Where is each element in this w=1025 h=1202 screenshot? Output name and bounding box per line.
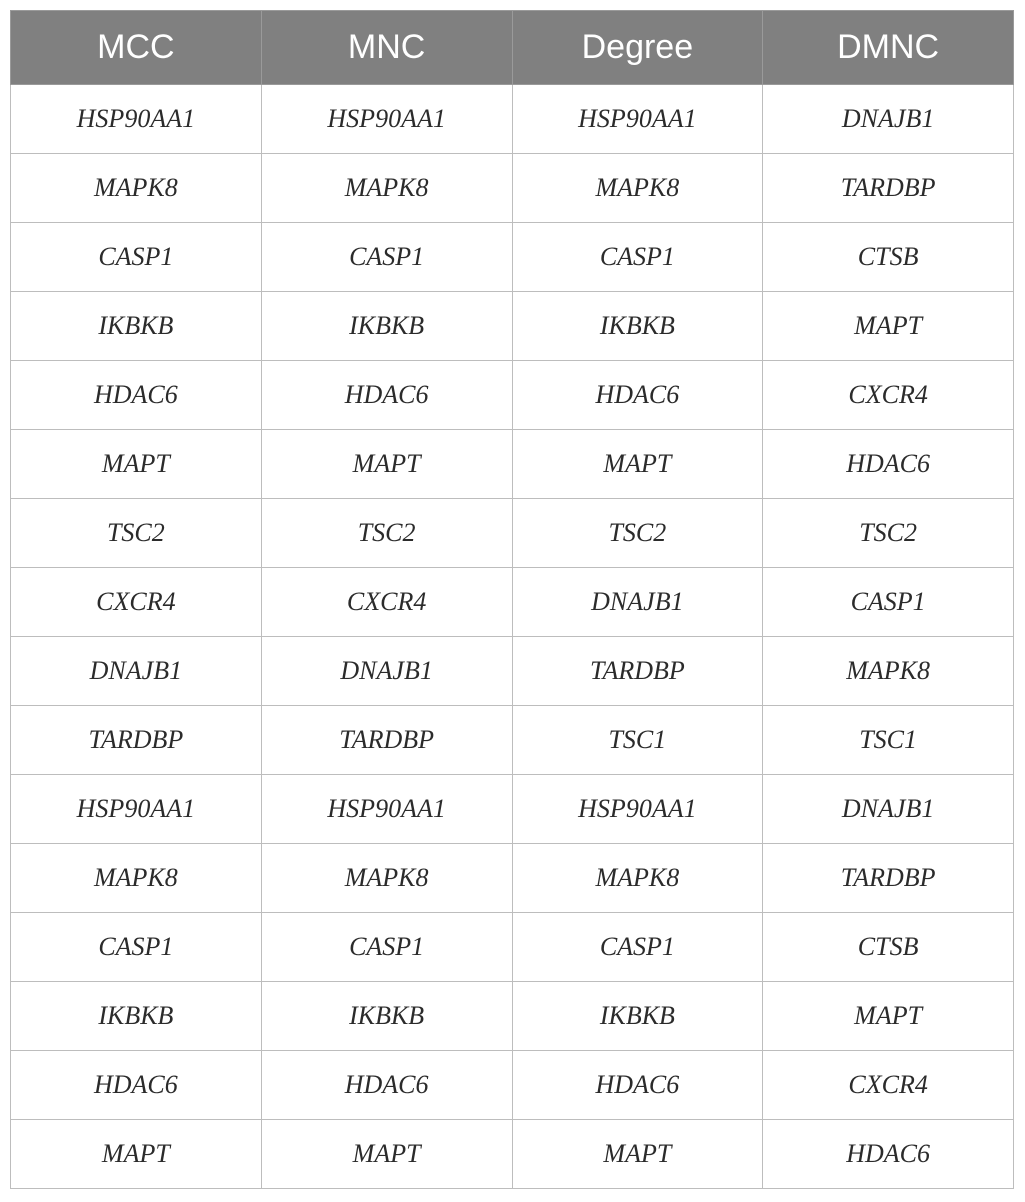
cell-mcc: MAPK8: [11, 844, 262, 913]
cell-degree: MAPK8: [512, 154, 763, 223]
header-degree: Degree: [512, 11, 763, 85]
cell-mcc: DNAJB1: [11, 637, 262, 706]
gene-ranking-table-container: [10, 10, 1014, 1189]
cell-mcc: HDAC6: [11, 1051, 262, 1120]
cell-mnc: HDAC6: [261, 1051, 512, 1120]
header-dmnc: DMNC: [763, 11, 1014, 85]
cell-mnc: HSP90AA1: [261, 85, 512, 154]
cell-mcc: TARDBP: [11, 706, 262, 775]
cell-dmnc: TARDBP: [763, 154, 1014, 223]
header-mnc: MNC: [261, 11, 512, 85]
table-header: [11, 11, 1014, 85]
cell-mcc: TSC2: [11, 499, 262, 568]
table-row: [11, 361, 1014, 430]
table-row: [11, 913, 1014, 982]
cell-degree: TSC2: [512, 499, 763, 568]
table-row: [11, 1051, 1014, 1120]
cell-mcc: CXCR4: [11, 568, 262, 637]
cell-mnc: HDAC6: [261, 361, 512, 430]
cell-dmnc: CXCR4: [763, 361, 1014, 430]
cell-mnc: CASP1: [261, 913, 512, 982]
cell-degree: IKBKB: [512, 982, 763, 1051]
cell-mcc: CASP1: [11, 913, 262, 982]
table-row: [11, 844, 1014, 913]
table-row: [11, 85, 1014, 154]
cell-mnc: TSC2: [261, 499, 512, 568]
cell-mnc: MAPT: [261, 1120, 512, 1189]
cell-mnc: HSP90AA1: [261, 775, 512, 844]
cell-dmnc: DNAJB1: [763, 85, 1014, 154]
cell-mcc: CASP1: [11, 223, 262, 292]
gene-ranking-table: [10, 10, 1014, 1189]
cell-dmnc: HDAC6: [763, 1120, 1014, 1189]
cell-mcc: MAPT: [11, 430, 262, 499]
cell-mnc: IKBKB: [261, 982, 512, 1051]
cell-mnc: MAPK8: [261, 844, 512, 913]
cell-degree: MAPT: [512, 1120, 763, 1189]
header-mcc: MCC: [11, 11, 262, 85]
cell-dmnc: TSC1: [763, 706, 1014, 775]
cell-dmnc: DNAJB1: [763, 775, 1014, 844]
cell-degree: MAPK8: [512, 844, 763, 913]
cell-degree: HDAC6: [512, 1051, 763, 1120]
cell-mcc: HSP90AA1: [11, 775, 262, 844]
table-row: [11, 292, 1014, 361]
table-row: [11, 568, 1014, 637]
table-row: [11, 637, 1014, 706]
header-row: [11, 11, 1014, 85]
cell-mcc: MAPT: [11, 1120, 262, 1189]
table-row: [11, 154, 1014, 223]
cell-degree: TSC1: [512, 706, 763, 775]
table-row: [11, 499, 1014, 568]
cell-degree: DNAJB1: [512, 568, 763, 637]
cell-degree: HSP90AA1: [512, 85, 763, 154]
table-row: [11, 430, 1014, 499]
cell-mnc: TARDBP: [261, 706, 512, 775]
cell-degree: TARDBP: [512, 637, 763, 706]
cell-dmnc: MAPT: [763, 292, 1014, 361]
cell-degree: CASP1: [512, 913, 763, 982]
table-row: [11, 775, 1014, 844]
cell-degree: IKBKB: [512, 292, 763, 361]
cell-degree: HDAC6: [512, 361, 763, 430]
cell-dmnc: HDAC6: [763, 430, 1014, 499]
table-row: [11, 706, 1014, 775]
cell-mnc: IKBKB: [261, 292, 512, 361]
cell-degree: MAPT: [512, 430, 763, 499]
cell-degree: HSP90AA1: [512, 775, 763, 844]
cell-mcc: HDAC6: [11, 361, 262, 430]
table-body: [11, 85, 1014, 1189]
cell-dmnc: MAPT: [763, 982, 1014, 1051]
cell-dmnc: CASP1: [763, 568, 1014, 637]
cell-dmnc: CXCR4: [763, 1051, 1014, 1120]
cell-mnc: MAPT: [261, 430, 512, 499]
cell-mcc: MAPK8: [11, 154, 262, 223]
cell-mnc: DNAJB1: [261, 637, 512, 706]
cell-degree: CASP1: [512, 223, 763, 292]
cell-mnc: CXCR4: [261, 568, 512, 637]
cell-mnc: MAPK8: [261, 154, 512, 223]
cell-mcc: IKBKB: [11, 292, 262, 361]
cell-mcc: IKBKB: [11, 982, 262, 1051]
table-row: [11, 223, 1014, 292]
cell-dmnc: TARDBP: [763, 844, 1014, 913]
cell-mcc: HSP90AA1: [11, 85, 262, 154]
cell-dmnc: TSC2: [763, 499, 1014, 568]
table-row: [11, 982, 1014, 1051]
cell-mnc: CASP1: [261, 223, 512, 292]
cell-dmnc: CTSB: [763, 223, 1014, 292]
cell-dmnc: CTSB: [763, 913, 1014, 982]
table-row: [11, 1120, 1014, 1189]
cell-dmnc: MAPK8: [763, 637, 1014, 706]
